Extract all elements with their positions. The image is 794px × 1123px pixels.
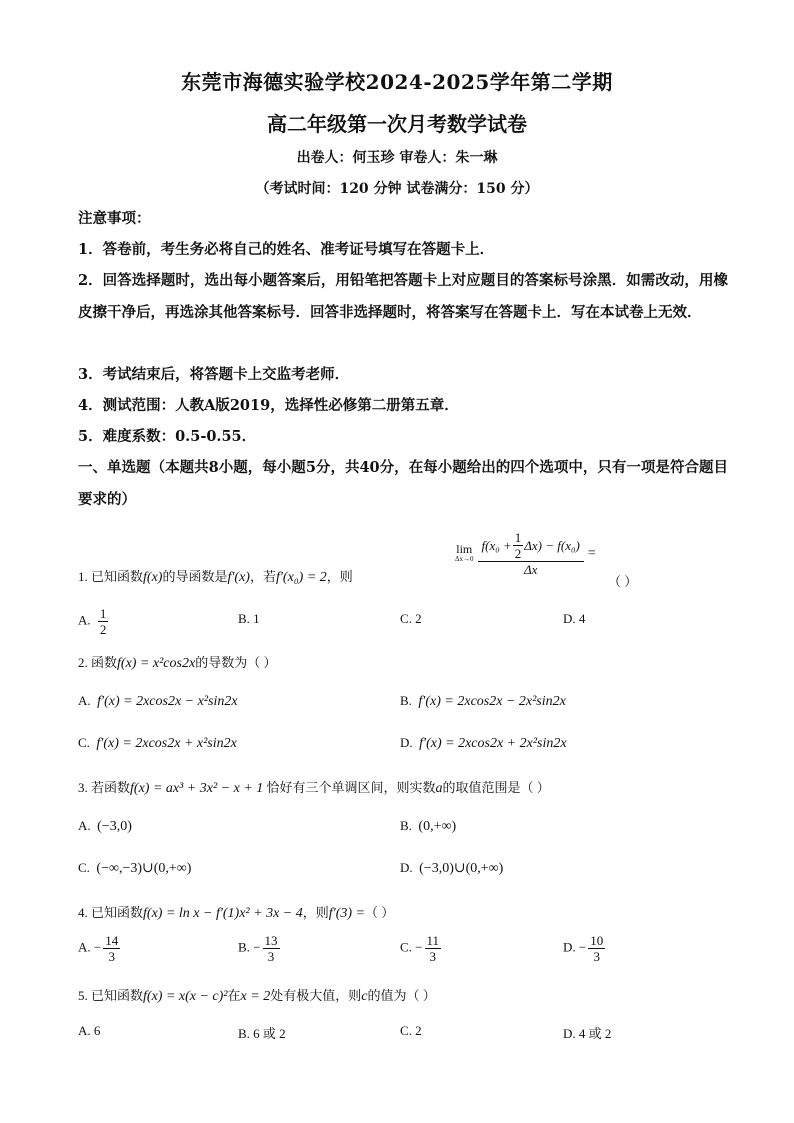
note-item-4: 4．测试范围：人教A版2019，选择性必修第二册第五章． xyxy=(78,397,459,414)
question-3-option-b: B. (0,+∞) xyxy=(400,818,457,834)
question-5-option-b: B. 6 或 2 xyxy=(238,1026,286,1041)
section1-heading: 一、单选题（本题共8小题，每小题5分，共40分，在每小题给出的四个选项中，只有一项是符合题目要求的） xyxy=(78,459,728,508)
question-3-option-a: A. (−3,0) xyxy=(78,818,132,834)
note-item-1: 1．答卷前，考生务必将自己的姓名、准考证号填写在答题卡上． xyxy=(78,241,495,258)
difference-quotient: f(x₀ + $\frac{1}{2}$ Δx) − f(x₀) Δx xyxy=(478,530,584,577)
limit-operator: lim Δx→0 xyxy=(455,541,474,563)
question-2-option-c: C. f′(x) = 2xcos2x + x²sin2x xyxy=(78,735,237,751)
question-2-option-d: D. f′(x) = 2xcos2x + 2x²sin2x xyxy=(400,735,567,751)
question-1-stem: 1. 已知函数f(x)的导函数是f′(x)，若f′(x₀) = 2，则 xyxy=(78,569,353,585)
question-2-stem: 2. 函数f(x) = x²cos2x的导数为（ ） xyxy=(78,655,277,671)
exam-info: （考试时间：120 分钟 试卷满分：150 分） xyxy=(255,181,539,197)
note-item-3: 3．考试结束后，将答题卡上交监考老师． xyxy=(78,366,350,383)
exam-authors: 出卷人：何玉珍 审卷人：朱一琳 xyxy=(296,150,498,166)
question-4-option-a: A. − $\frac{14}{3}$ xyxy=(78,933,119,964)
exam-title-line1: 东莞市海德实验学校2024-2025学年第二学期 xyxy=(181,70,613,94)
question-1-option-a: A. $\frac{1}{2}$ xyxy=(78,606,107,637)
note-item-5: 5．难度系数：0.5-0.55． xyxy=(78,428,257,445)
question-5-stem: 5. 已知函数f(x) = x(x − c)²在x = 2处有极大值，则c的值为（ ） xyxy=(78,988,436,1004)
question-2-option-b: B. f′(x) = 2xcos2x − 2x²sin2x xyxy=(400,693,566,709)
question-3-option-c: C. (−∞,−3)∪(0,+∞) xyxy=(78,860,192,876)
note-item-2: 2．回答选择题时，选出每小题答案后，用铅笔把答题卡上对应题目的答案标号涂黑．如需改动，用橡皮擦干净后，再选涂其他答案标号．回答非选择题时，将答案写在答题卡上．写在本试卷上无效． xyxy=(78,272,728,321)
question-1-option-b: B. 1 xyxy=(238,611,260,626)
question-1-answer-paren: （ ） xyxy=(608,574,638,589)
question-5-option-a: A. 6 xyxy=(78,1023,101,1038)
question-1-option-d: D. 4 xyxy=(563,611,586,626)
question-3-option-d: D. (−3,0)∪(0,+∞) xyxy=(400,860,504,876)
question-3-stem: 3. 若函数f(x) = ax³ + 3x² − x + 1 恰好有三个单调区间，则实数a的取值范围是（ ） xyxy=(78,780,550,796)
question-5-option-c: C. 2 xyxy=(400,1023,422,1038)
notes-heading: 注意事项： xyxy=(78,210,151,227)
question-2-option-a: A. f′(x) = 2xcos2x − x²sin2x xyxy=(78,693,238,709)
question-1-option-c: C. 2 xyxy=(400,611,422,626)
question-4-option-b: B. − $\frac{13}{3}$ xyxy=(238,933,278,964)
question-4-option-d: D. − $\frac{10}{3}$ xyxy=(563,933,604,964)
exam-title-line2: 高二年级第一次月考数学试卷 xyxy=(267,112,527,136)
question-5-option-d: D. 4 或 2 xyxy=(563,1026,612,1041)
question-4-stem: 4. 已知函数f(x) = ln x − f′(1)x² + 3x − 4，则f′(3) =（ ） xyxy=(78,905,395,921)
question-1-limit-expression: lim Δx→0 f(x₀ + $\frac{1}{2}$ Δx) − f(x₀) Δx = xyxy=(455,530,596,577)
question-4-option-c: C. − $\frac{11}{3}$ xyxy=(400,933,440,964)
